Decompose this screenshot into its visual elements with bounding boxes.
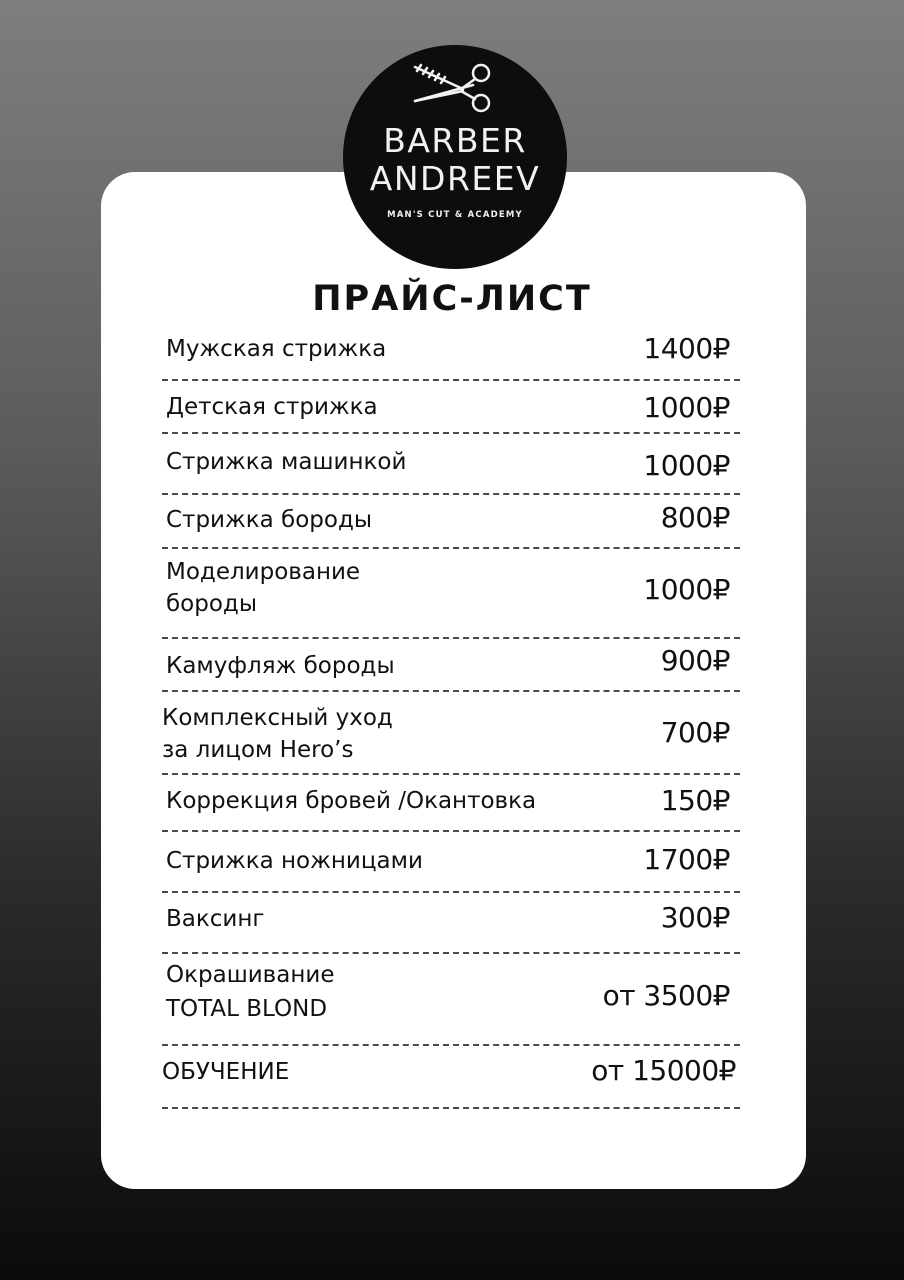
service-name: Комплексный уход xyxy=(162,705,393,731)
dashed-divider xyxy=(162,379,740,381)
service-name: Стрижка ножницами xyxy=(166,848,423,874)
logo-brand-line1: BARBER xyxy=(383,121,527,160)
service-price: от 15000₽ xyxy=(591,1054,736,1087)
service-name: Ваксинг xyxy=(166,906,265,932)
service-name: Моделирование xyxy=(166,559,361,585)
page-title: ПРАЙС-ЛИСТ xyxy=(312,279,592,319)
dashed-divider xyxy=(162,432,740,434)
logo-tagline: MAN'S CUT & ACADEMY xyxy=(387,210,523,220)
service-name: Окрашивание xyxy=(166,962,335,988)
dashed-divider xyxy=(162,493,740,495)
service-price: 1700₽ xyxy=(643,843,730,876)
service-name: Стрижка машинкой xyxy=(166,449,407,475)
dashed-divider xyxy=(162,1044,740,1046)
service-name: бороды xyxy=(166,591,257,617)
logo-brand-line2: ANDREEV xyxy=(369,159,541,198)
service-name: ОБУЧЕНИЕ xyxy=(162,1059,290,1085)
service-name: Детская стрижка xyxy=(166,394,378,420)
dashed-divider xyxy=(162,830,740,832)
service-price: 1000₽ xyxy=(643,449,730,482)
service-price: 300₽ xyxy=(660,901,730,934)
dashed-divider xyxy=(162,952,740,954)
service-price: 150₽ xyxy=(660,784,730,817)
service-name: Камуфляж бороды xyxy=(166,653,395,679)
service-price: 1400₽ xyxy=(643,332,730,365)
service-name: Стрижка бороды xyxy=(166,507,373,533)
service-name: Мужская стрижка xyxy=(166,336,387,362)
service-name: Коррекция бровей /Окантовка xyxy=(166,788,537,814)
dashed-divider xyxy=(162,547,740,549)
service-name: за лицом Hero’s xyxy=(162,737,354,763)
service-price: 900₽ xyxy=(660,644,730,677)
scissors-icon xyxy=(411,61,497,117)
service-price: 800₽ xyxy=(660,501,730,534)
service-price: 1000₽ xyxy=(643,391,730,424)
dashed-divider xyxy=(162,891,740,893)
service-price: 1000₽ xyxy=(643,573,730,606)
service-price: 700₽ xyxy=(660,716,730,749)
dashed-divider xyxy=(162,1107,740,1109)
dashed-divider xyxy=(162,773,740,775)
service-price: от 3500₽ xyxy=(602,979,730,1012)
dashed-divider xyxy=(162,690,740,692)
service-name: TOTAL BLOND xyxy=(166,996,328,1022)
brand-logo xyxy=(343,45,567,269)
dashed-divider xyxy=(162,637,740,639)
